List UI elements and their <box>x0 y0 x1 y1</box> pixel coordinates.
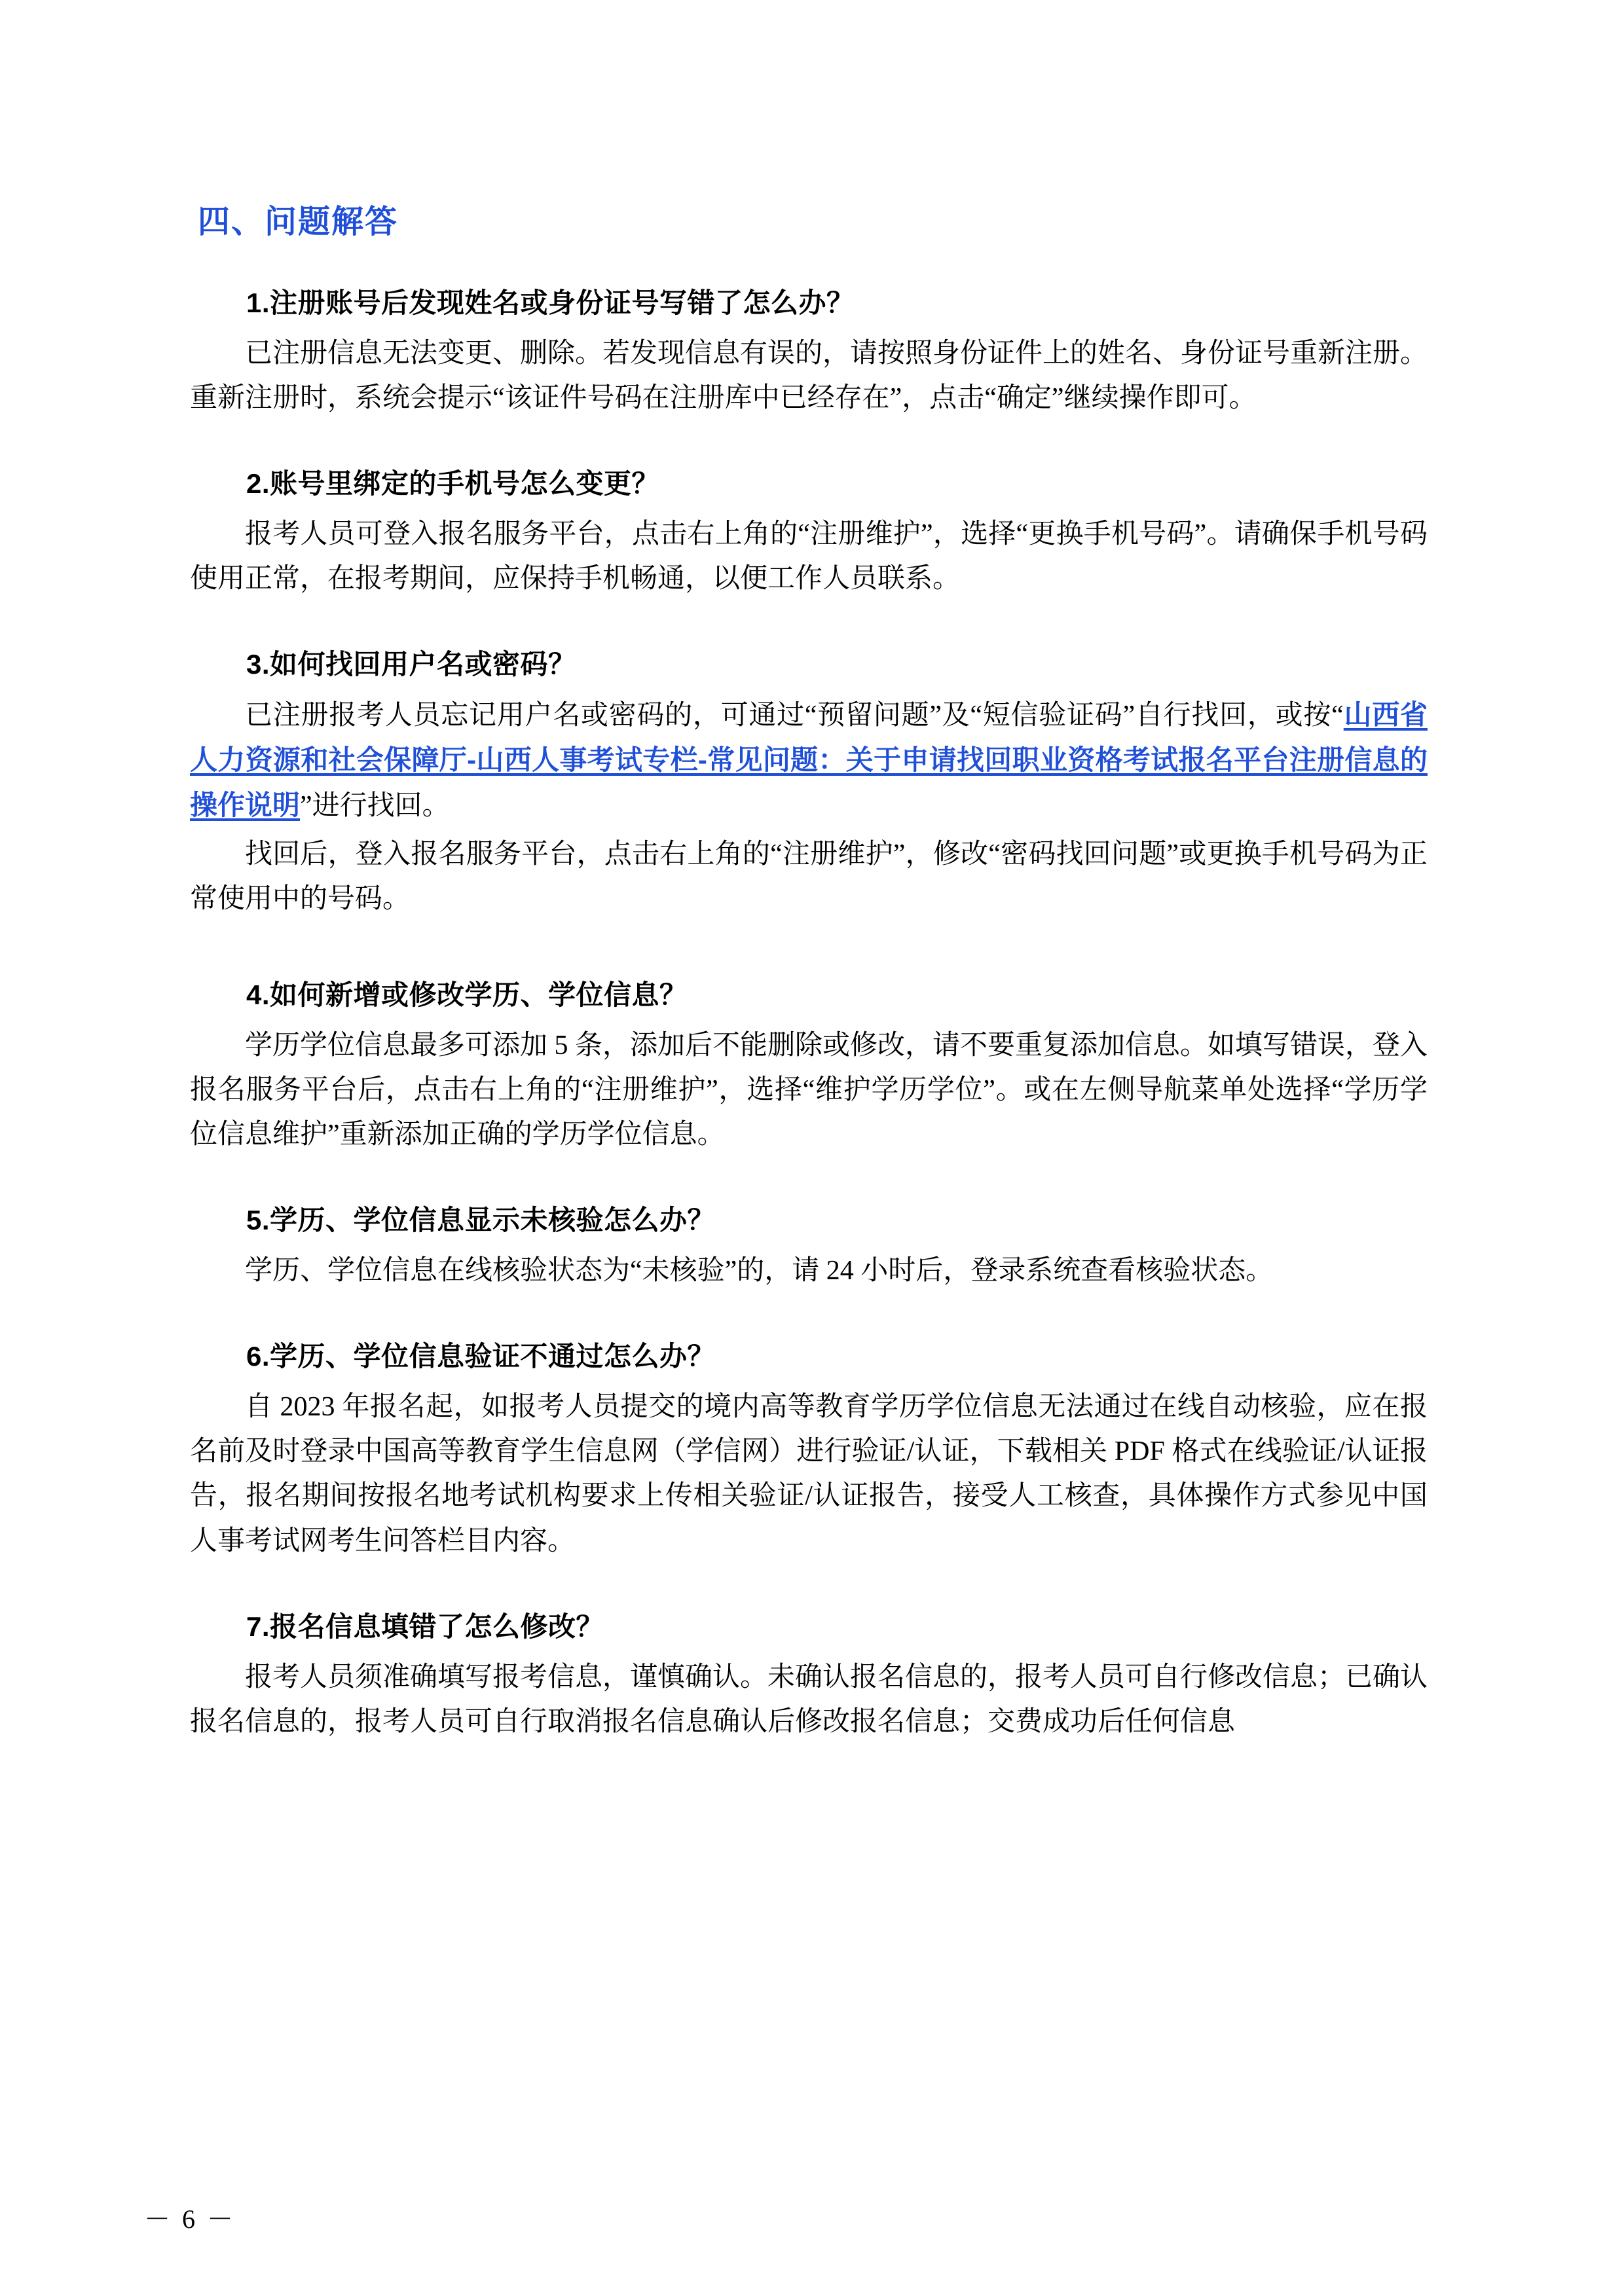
qa-item-4 <box>190 974 1428 1157</box>
qa-item-1 <box>190 282 1428 420</box>
question-heading: 3.如何找回用户名或密码？ <box>246 649 576 680</box>
answer-paragraph: 学历、学位信息在线核验状态为“未核验”的，请 24 小时后，登录系统查看核验状态。 <box>245 1256 1274 1286</box>
question-heading: 6.学历、学位信息验证不通过怎么办？ <box>246 1341 716 1372</box>
answer-paragraph: 找回后，登入报名服务平台，点击右上角的“注册维护”，修改“密码找回问题”或更换手机号码为正常使用中的号码。 <box>190 839 1428 915</box>
answer-paragraph: 自 2023 年报名起，如报考人员提交的境内高等教育学历学位信息无法通过在线自动核验，应在报名前及时登录中国高等教育学生信息网（学信网）进行验证/认证，下载相关 PDF 格式在线验证/认证报告，报名期间按报名地考试机构要求上传相关验证/认证报告，接受人工核查，具体操作方式参见中国人事考试网考生问答栏目内容。 <box>190 1392 1428 1556</box>
question-heading: 2.账号里绑定的手机号怎么变更？ <box>246 468 660 500</box>
question-heading: 1.注册账号后发现姓名或身份证号写错了怎么办？ <box>246 287 855 318</box>
question-heading: 5.学历、学位信息显示未核验怎么办？ <box>246 1205 716 1236</box>
answer-paragraph: 报考人员须准确填写报考信息，谨慎确认。未确认报名信息的，报考人员可自行修改信息；已确认报名信息的，报考人员可自行取消报名信息确认后修改报名信息；交费成功后任何信息 <box>190 1662 1428 1737</box>
answer-paragraph: 学历学位信息最多可添加 5 条，添加后不能删除或修改，请不要重复添加信息。如填写错误，登入报名服务平台后，点击右上角的“注册维护”，选择“维护学历学位”。或在左侧导航菜单处选择“学历学位信息维护”重新添加正确的学历学位信息。 <box>190 1030 1428 1150</box>
qa-item-5 <box>190 1199 1428 1293</box>
answer-paragraph-with-link <box>190 693 1428 828</box>
qa-item-3 <box>190 643 1428 921</box>
qa-item-2 <box>190 462 1428 601</box>
qa-item-7 <box>190 1605 1428 1744</box>
question-heading: 4.如何新增或修改学历、学位信息？ <box>246 979 688 1011</box>
page-number: － 6 － <box>144 2204 236 2234</box>
answer-text-after-link: ”进行找回。 <box>300 791 450 822</box>
answer-text-before-link: 已注册报考人员忘记用户名或密码的，可通过“预留问题”及“短信验证码”自行找回，或按“ <box>245 701 1344 731</box>
qa-item-6 <box>190 1335 1428 1563</box>
section-title: 四、问题解答 <box>198 204 399 240</box>
question-heading: 7.报名信息填错了怎么修改？ <box>246 1611 604 1642</box>
faq-link[interactable]: 山西省人力资源和社会保障厅-山西人事考试专栏-常见问题：关于申请找回职业资格考试报名平台注册信息的操作说明 <box>190 699 1428 821</box>
answer-paragraph: 已注册信息无法变更、删除。若发现信息有误的，请按照身份证件上的姓名、身份证号重新注册。重新注册时，系统会提示“该证件号码在注册库中已经存在”，点击“确定”继续操作即可。 <box>190 338 1428 414</box>
answer-paragraph: 报考人员可登入报名服务平台，点击右上角的“注册维护”，选择“更换手机号码”。请确保手机号码使用正常，在报考期间，应保持手机畅通，以便工作人员联系。 <box>190 519 1428 594</box>
